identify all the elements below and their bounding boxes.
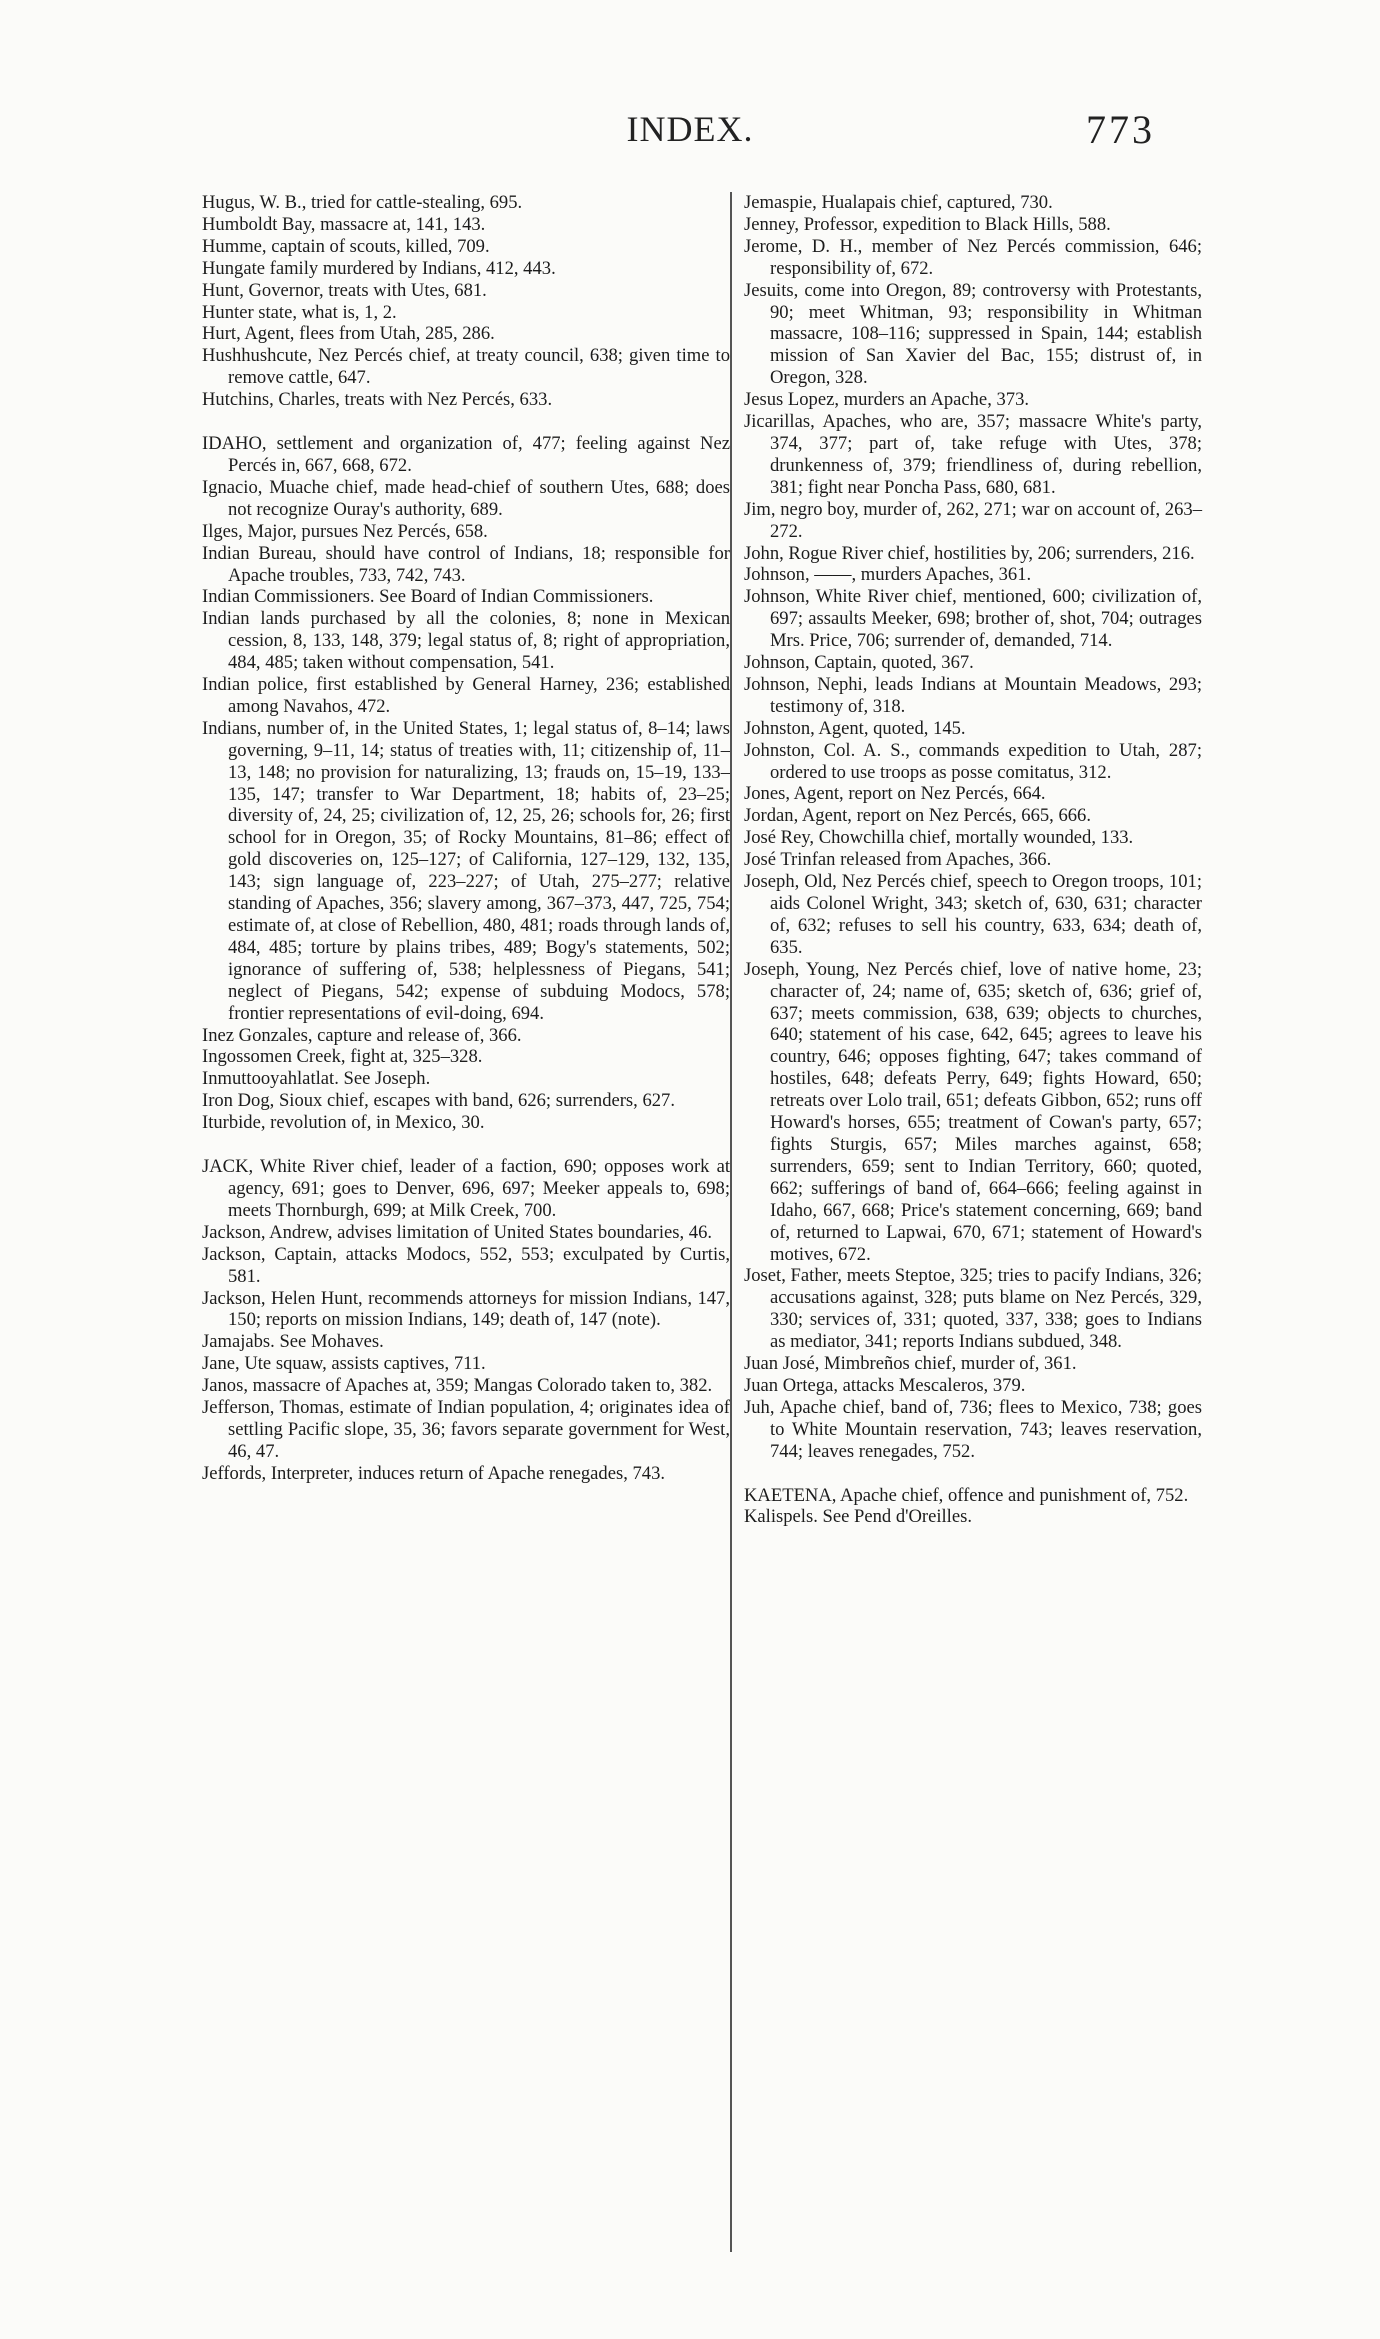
letter-section-gap: [202, 1134, 730, 1156]
index-entry: Indian Commissioners. See Board of Indian Commissioners.: [202, 586, 654, 608]
index-entry: Inez Gonzales, capture and release of, 366.: [202, 1024, 522, 1046]
letter-section-gap: [744, 1463, 1202, 1485]
index-entry: Indian Bureau, should have control of Indians, 18; responsible for Apache troubles, 733, 742, 743.: [202, 542, 730, 586]
page-header: [0, 108, 1380, 158]
index-entry: Juh, Apache chief, band of, 736; flees to Mexico, 738; goes to White Mountain reservation, 743; leaves reservation, 744; leaves renegades, 752.: [744, 1396, 1202, 1462]
letter-section-gap: [202, 411, 730, 433]
index-entry: John, Rogue River chief, hostilities by, 206; surrenders, 216.: [744, 542, 1195, 564]
index-entry: Jones, Agent, report on Nez Percés, 664.: [744, 783, 1046, 805]
index-entry: Joseph, Old, Nez Percés chief, speech to Oregon troops, 101; aids Colonel Wright, 343; sketch of, 630, 631; character of, 632; refuses to sell his country, 633, 634; death of, 635.: [744, 871, 1202, 958]
index-entry: Hunt, Governor, treats with Utes, 681.: [202, 279, 487, 301]
index-entry: Hunter state, what is, 1, 2.: [202, 301, 397, 323]
index-entry: Johnson, White River chief, mentioned, 600; civilization of, 697; assaults Meeker, 698; brother of, shot, 704; outrages Mrs. Price, 706; surrender of, demanded, 714.: [744, 586, 1202, 652]
index-entry: Jane, Ute squaw, assists captives, 711.: [202, 1353, 486, 1375]
index-entry: Jicarillas, Apaches, who are, 357; massacre White's party, 374, 377; part of, take refuge with Utes, 378; drunkenness of, 379; friendliness of, during rebellion, 381; fight near Poncha Pass, 680, 681.: [744, 411, 1202, 498]
index-column-left: [202, 192, 730, 1485]
index-entry: Humboldt Bay, massacre at, 141, 143.: [202, 213, 486, 235]
index-entry: IDAHO, settlement and organization of, 477; feeling against Nez Percés in, 667, 668, 672.: [202, 433, 730, 476]
index-entry: Johnston, Agent, quoted, 145.: [744, 717, 966, 739]
index-entry: Indian police, first established by General Harney, 236; established among Navahos, 472.: [202, 674, 730, 717]
index-entry: Hurt, Agent, flees from Utah, 285, 286.: [202, 323, 495, 345]
index-entry: Kalispels. See Pend d'Oreilles.: [744, 1506, 972, 1528]
index-entry: José Trinfan released from Apaches, 366.: [744, 849, 1052, 871]
index-entry: Joset, Father, meets Steptoe, 325; tries to pacify Indians, 326; accusations against, 328; puts blame on Nez Percés, 329, 330; services of, 331; quoted, 337, 338; goes to Indians as mediator, 341; reports Indians subdued, 348.: [744, 1265, 1202, 1353]
index-entry: Indian lands purchased by all the colonies, 8; none in Mexican cession, 8, 133, 148, 379; legal status of, 8; right of appropriation, 484, 485; taken without compensation, 541.: [202, 608, 730, 674]
index-entry: Ignacio, Muache chief, made head-chief of southern Utes, 688; does not recognize Ouray's authority, 689.: [202, 476, 730, 520]
index-entry: Jordan, Agent, report on Nez Percés, 665, 666.: [744, 805, 1091, 827]
index-entry: Ingossomen Creek, fight at, 325–328.: [202, 1046, 483, 1068]
index-entry: Jackson, Captain, attacks Modocs, 552, 553; exculpated by Curtis, 581.: [202, 1243, 730, 1287]
index-entry: Inmuttooyahlatlat. See Joseph.: [202, 1068, 431, 1090]
index-entry: KAETENA, Apache chief, offence and punishment of, 752.: [744, 1484, 1189, 1506]
page-number: 773: [1086, 107, 1155, 152]
index-entry: Johnson, ——, murders Apaches, 361.: [744, 564, 1032, 586]
index-entry: Jerome, D. H., member of Nez Percés commission, 646; responsibility of, 672.: [744, 235, 1202, 279]
index-entry: Humme, captain of scouts, killed, 709.: [202, 235, 490, 257]
index-entry: Ilges, Major, pursues Nez Percés, 658.: [202, 520, 488, 542]
index-entry: Jeffords, Interpreter, induces return of Apache renegades, 743.: [202, 1462, 666, 1484]
index-entry: Indians, number of, in the United States, 1; legal status of, 8–14; laws governing, 9–11, 14; status of treaties with, 11; citizenship of, 11–13, 148; no provision for naturalizing, 13; frauds on, 15–19, 133–135, 147; transfer to War Department, 18; habits of, 23–25; diversity of, 24, 25; civilization of, 12, 25, 26; schools for, 26; first school for in Oregon, 35; of Rocky Mountains, 81–86; effect of gold discoveries on, 125–127; of California, 127–129, 132, 135, 143; sign language of, 223–227; of Utah, 275–277; relative standing of Apaches, 356; slavery among, 367–373, 447, 725, 754; estimate of, at close of Rebellion, 480, 481; roads through lands of, 484, 485; torture by plains tribes, 489; Bogy's statements, 502; ignorance of suffering of, 538; helplessness of Piegans, 541; neglect of Piegans, 542; expense of subduing Modocs, 578; frontier representations of evil-doing, 694.: [202, 717, 730, 1024]
index-entry: Johnson, Captain, quoted, 367.: [744, 652, 974, 674]
index-entry: Jenney, Professor, expedition to Black Hills, 588.: [744, 213, 1111, 235]
index-entry: Jefferson, Thomas, estimate of Indian population, 4; originates idea of settling Pacific slope, 35, 36; favors separate government for West, 46, 47.: [202, 1397, 730, 1462]
index-entry: Hushhushcute, Nez Percés chief, at treaty council, 638; given time to remove cattle, 647.: [202, 345, 730, 389]
index-column-right: [730, 192, 1202, 2252]
index-entry: Jackson, Helen Hunt, recommends attorneys for mission Indians, 147, 150; reports on mission Indians, 149; death of, 147 (note).: [202, 1287, 730, 1331]
index-entry: Juan Ortega, attacks Mescaleros, 379.: [744, 1374, 1026, 1396]
index-entry: JACK, White River chief, leader of a faction, 690; opposes work at agency, 691; goes to Denver, 696, 697; Meeker appeals to, 698; meets Thornburgh, 699; at Milk Creek, 700.: [202, 1156, 730, 1221]
index-entry: Hutchins, Charles, treats with Nez Percés, 633.: [202, 389, 553, 411]
index-entry: Jesuits, come into Oregon, 89; controversy with Protestants, 90; meet Whitman, 93; responsibility in Whitman massacre, 108–116; suppressed in Spain, 144; establish mission of San Xavier del Bac, 155; distrust of, in Oregon, 328.: [744, 279, 1202, 389]
index-entry: Johnston, Col. A. S., commands expedition to Utah, 287; ordered to use troops as posse comitatus, 312.: [744, 739, 1202, 783]
index-entry: Johnson, Nephi, leads Indians at Mountain Meadows, 293; testimony of, 318.: [744, 673, 1202, 717]
index-entry: José Rey, Chowchilla chief, mortally wounded, 133.: [744, 827, 1134, 849]
index-entry: Juan José, Mimbreños chief, murder of, 361.: [744, 1353, 1077, 1375]
index-entry: Jim, negro boy, murder of, 262, 271; war on account of, 263–272.: [744, 498, 1202, 542]
index-entry: Iturbide, revolution of, in Mexico, 30.: [202, 1112, 485, 1134]
index-entry: Jesus Lopez, murders an Apache, 373.: [744, 389, 1030, 411]
index-entry: Joseph, Young, Nez Percés chief, love of native home, 23; character of, 24; name of, 635; sketch of, 636; grief of, 637; meets commission, 638, 639; objects to churches, 640; statement of his case, 642, 645; agrees to leave his country, 646; opposes fighting, 647; takes command of hostiles, 648; defeats Perry, 649; fights Howard, 650; retreats over Lolo trail, 651; defeats Gibbon, 652; runs off Howard's horses, 655; treatment of Cowan's party, 657; fights Sturgis, 657; Miles marches against, 658; surrenders, 659; sent to Indian Territory, 660; quoted, 662; sufferings of band of, 664–666; feeling against in Idaho, 667, 668; Price's statement concerning, 669; band of, returned to Lapwai, 670, 671; statement of Howard's motives, 672.: [744, 958, 1202, 1265]
index-entry: Hugus, W. B., tried for cattle-stealing, 695.: [202, 192, 523, 213]
index-entry: Hungate family murdered by Indians, 412, 443.: [202, 257, 556, 279]
index-entry: Janos, massacre of Apaches at, 359; Mangas Colorado taken to, 382.: [202, 1375, 713, 1397]
index-entry: Jemaspie, Hualapais chief, captured, 730.: [744, 192, 1053, 213]
running-title: INDEX.: [626, 109, 754, 149]
index-entry: Jamajabs. See Mohaves.: [202, 1331, 384, 1353]
index-entry: Jackson, Andrew, advises limitation of United States boundaries, 46.: [202, 1221, 713, 1243]
index-entry: Iron Dog, Sioux chief, escapes with band, 626; surrenders, 627.: [202, 1090, 676, 1112]
